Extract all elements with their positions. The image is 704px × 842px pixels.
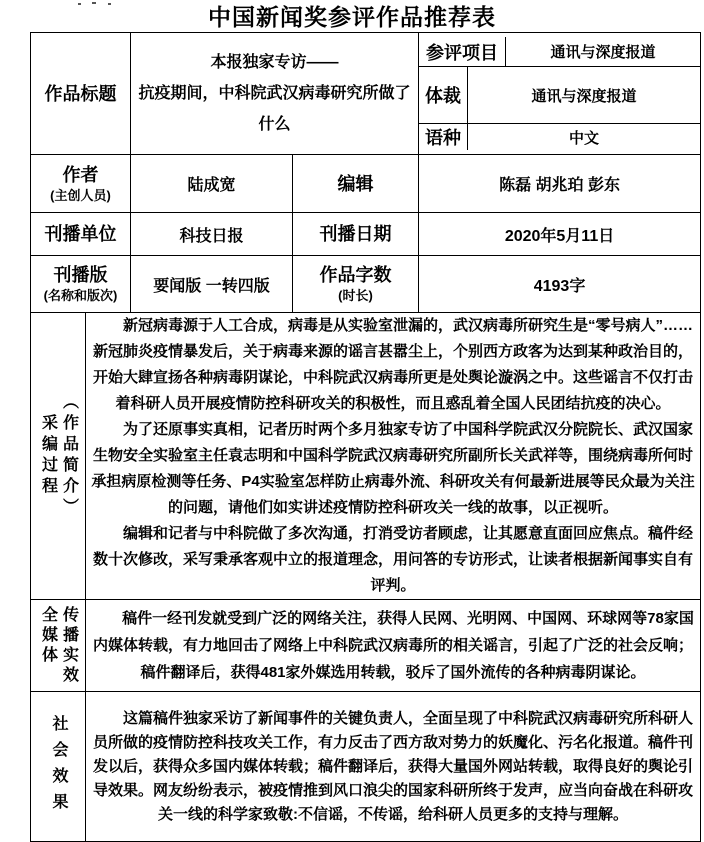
row-publisher-date (31, 213, 701, 256)
section-media-label-left: 全媒体 (39, 605, 57, 666)
edition-value: 要闻版 一转四版 (131, 256, 293, 313)
section-media-body (86, 600, 701, 692)
section-media-label (31, 600, 86, 692)
section-social-body (86, 692, 701, 842)
edition-label: 刊播版 (名称和版次) (31, 256, 131, 313)
section-intro-body (86, 313, 701, 600)
section-media-label-right: 传播实效 (60, 605, 78, 686)
page-title: 中国新闻奖参评作品推荐表 (208, 4, 496, 30)
page-edge-artifact (78, 1, 118, 7)
section-intro-label (31, 313, 86, 600)
entry-item-label: 参评项目 (419, 37, 506, 66)
recommendation-form-table (30, 32, 701, 842)
entry-item-row (419, 37, 700, 67)
row-author-editor (31, 155, 701, 213)
publisher-label: 刊播单位 (31, 213, 131, 256)
social-paragraph-1: 这篇稿件独家采访了新闻事件的关键负责人，全面呈现了中科院武汉病毒研究所科研人员所做的疫情防控科技攻关工作，有力反击了西方敌对势力的妖魔化、污名化报道。稿件刊发以后，获得众多国内媒体转载；稿件翻译后，获得大量国外网站转载，取得良好的舆论引导效果。网友纷纷表示，被疫情推到风口浪尖的国家科研所终于发声，应当向奋战在科研攻关一线的科学家致敬:不信谣，不传谣，给科研人员更多的支持与理解。 (93, 709, 694, 823)
entry-meta-group (419, 33, 701, 155)
intro-paragraph-2: 为了还原事实真相，记者历时两个多月独家专访了中国科学院武汉分院院长、武汉国家生物安全实验室主任袁志明和中国科学院武汉病毒研究所副所长关武祥等，围绕病毒所何时承担病原检测等任务、P4实验室怎样防止病毒外流、科研攻关有何最新进展等民众最为关注的问题，请他们如实讲述疫情防控科研攻关一线的故事，以正视听。 (91, 421, 695, 516)
work-title-label: 作品标题 (31, 33, 131, 155)
intro-paragraph-1: 新冠病毒源于人工合成，病毒是从实验室泄漏的，武汉病毒所研究生是“零号病人”……新冠肺炎疫情暴发后，关于病毒来源的谣言甚嚣尘上，个别西方政客为达到某种政治目的，开始大肆宣扬各种病毒阴谋论，中科院武汉病毒所更是处舆论漩涡之中。这些谣言不仅打击着科研人员开展疫情防控科研攻关的积极性，而且惑乱着全国人民团结抗疫的决心。 (93, 317, 694, 412)
author-value: 陆成宽 (131, 155, 293, 213)
row-work-title (31, 33, 701, 155)
genre-label: 体裁 (419, 67, 468, 123)
section-social-label (31, 692, 86, 842)
word-count-value: 4193字 (419, 256, 701, 313)
media-paragraph-1: 稿件一经刊发就受到广泛的网络关注，获得人民网、光明网、中国网、环球网等78家国内媒体转载，有力地回击了网络上中科院武汉病毒所的相关谣言，引起了广泛的社会反响；稿件翻译后，获得481家外媒选用转载，驳斥了国外流传的各种病毒阴谋论。 (93, 610, 694, 681)
section-social-label-text: 社会效果 (50, 714, 67, 819)
section-intro (31, 313, 701, 600)
editor-value: 陈磊 胡兆珀 彭东 (419, 155, 701, 213)
editor-label: 编辑 (293, 155, 419, 213)
language-label: 语种 (419, 124, 468, 150)
section-intro-label-left: 采编过程 (39, 414, 57, 498)
work-title-value (131, 33, 419, 155)
word-count-sublabel: (时长) (338, 288, 373, 303)
genre-row (419, 67, 700, 124)
section-media-effect (31, 600, 701, 692)
author-label: 作者 (主创人员) (31, 155, 131, 213)
language-value: 中文 (569, 129, 600, 147)
publish-date-value: 2020年5月11日 (419, 213, 701, 256)
row-edition-wordcount (31, 256, 701, 313)
language-row (419, 124, 700, 150)
intro-paragraph-3: 编辑和记者与中科院做了多次沟通，打消受访者顾虑，让其愿意直面回应焦点。稿件经数十次修改，采写秉承客观中立的报道理念，用问答的专访形式，让读者根据新闻事实自有评判。 (93, 525, 694, 594)
genre-value: 通讯与深度报道 (531, 87, 637, 105)
work-title-line1: 本报独家专访—— (210, 54, 339, 71)
section-social-effect (31, 692, 701, 842)
section-intro-label-right: （作品简介） (60, 393, 78, 519)
word-count-label: 作品字数 (时长) (293, 256, 419, 313)
work-title-line2: 抗疫期间，中科院武汉病毒研究所做了什么 (138, 85, 411, 133)
publisher-value: 科技日报 (131, 213, 293, 256)
publish-date-label: 刊播日期 (293, 213, 419, 256)
entry-item-value: 通讯与深度报道 (550, 44, 656, 61)
edition-sublabel: (名称和版次) (43, 288, 118, 303)
author-sublabel: (主创人员) (50, 187, 111, 203)
